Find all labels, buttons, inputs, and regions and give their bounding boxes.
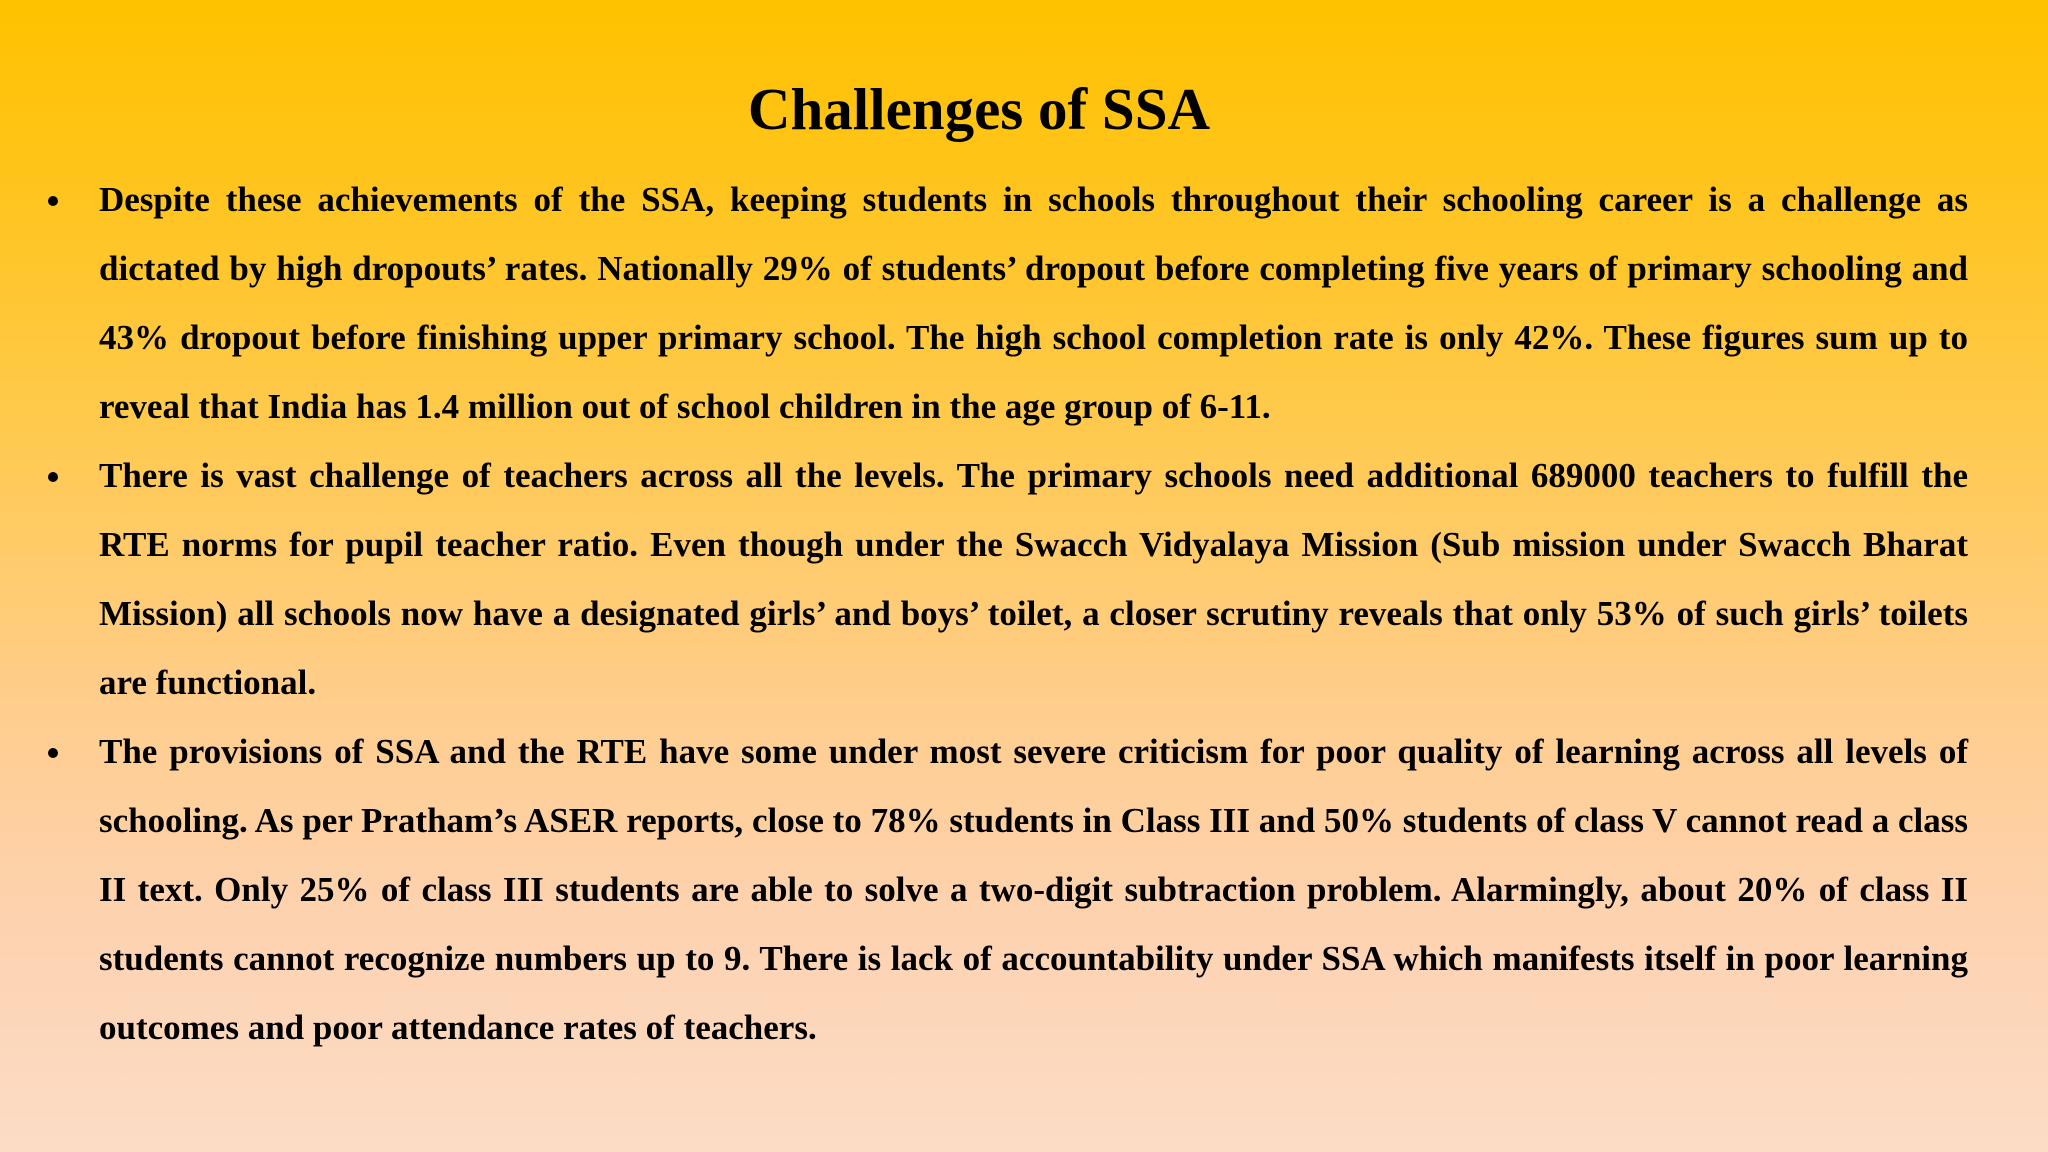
- bullet-text: There is vast challenge of teachers across all the levels. The primary schools need additional 689000 teachers to fulfill the RTE norms for pupil teacher ratio. Even though under the Swacch Vidyalaya Mission (Sub mission under Swacch Bharat Mission) all schools now have a designated girls’ and boys’ toilet, a closer scrutiny reveals that only 53% of such girls’ toilets are functional.: [99, 456, 1968, 702]
- bullet-dot-icon: [48, 196, 58, 206]
- bullet-dot-icon: [48, 472, 58, 482]
- bullet-item: [99, 717, 1968, 1062]
- bullet-list: [0, 165, 2048, 1062]
- bullet-dot-icon: [48, 748, 58, 758]
- bullet-text: Despite these achievements of the SSA, keeping students in schools throughout their schooling career is a challenge as dictated by high dropouts’ rates. Nationally 29% of students’ dropout before completing five years of primary schooling and 43% dropout before finishing upper primary school. The high school completion rate is only 42%. These figures sum up to reveal that India has 1.4 million out of school children in the age group of 6-11.: [99, 180, 1968, 426]
- slide-title: Challenges of SSA: [747, 76, 1211, 142]
- bullet-text: The provisions of SSA and the RTE have some under most severe criticism for poor quality of learning across all levels of schooling. As per Pratham’s ASER reports, close to 78% students in Class III and 50% students of class V cannot read a class II text. Only 25% of class III students are able to solve a two-digit subtraction problem. Alarmingly, about 20% of class II students cannot recognize numbers up to 9. There is lack of accountability under SSA which manifests itself in poor learning outcomes and poor attendance rates of teachers.: [99, 732, 1968, 1047]
- bullet-item: [99, 441, 1968, 717]
- bullet-item: [99, 165, 1968, 441]
